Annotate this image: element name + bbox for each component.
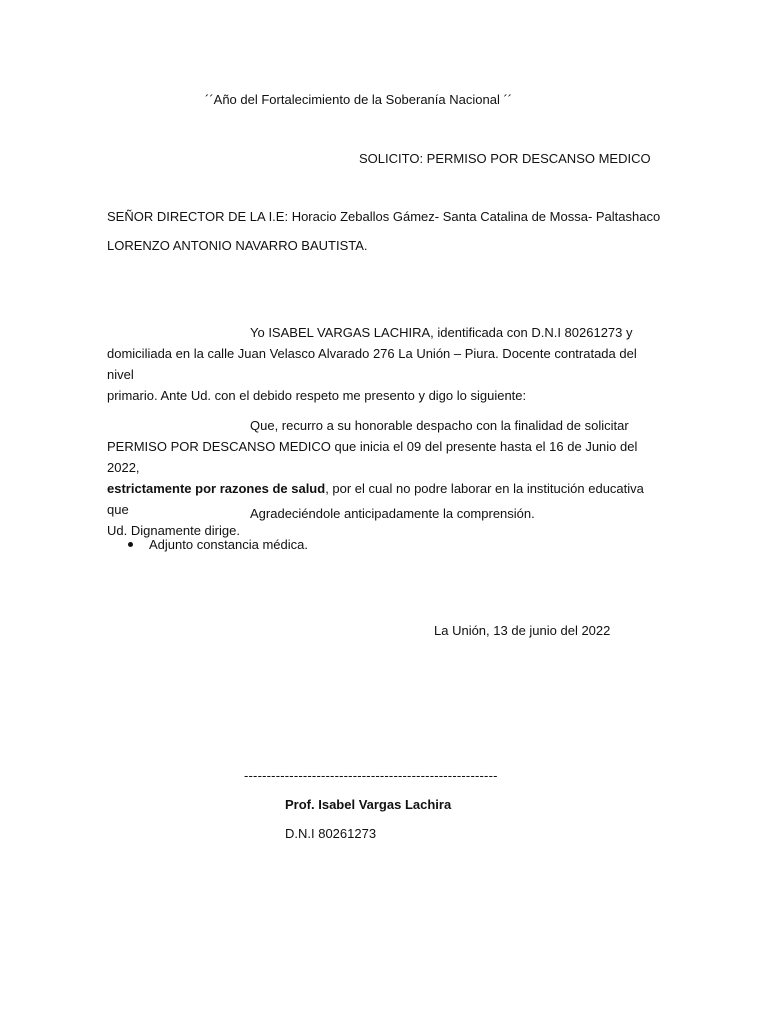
request-paragraph [107, 415, 652, 541]
attachment-text: Adjunto constancia médica. [149, 537, 308, 552]
request-subject: SOLICITO: PERMISO POR DESCANSO MEDICO [359, 151, 651, 166]
year-motto: ´´Año del Fortalecimiento de la Soberanía Nacional ´´ [205, 92, 513, 107]
intro-line-2: domiciliada en la calle Juan Velasco Alvarado 276 La Unión – Piura. Docente contratada del nivel [107, 346, 637, 382]
intro-paragraph [107, 322, 652, 406]
request-line-2: PERMISO POR DESCANSO MEDICO que inicia el 09 del presente hasta el 16 de Junio del 2022, [107, 439, 638, 475]
signer-id: D.N.I 80261273 [285, 826, 377, 841]
thanks-line: Agradeciéndole anticipadamente la comprensión. [250, 506, 535, 521]
bullet-icon [128, 542, 133, 547]
date-line: La Unión, 13 de junio del 2022 [434, 623, 611, 638]
intro-line-1: Yo ISABEL VARGAS LACHIRA, identificada con D.N.I 80261273 y [250, 325, 633, 340]
addressee-name: LORENZO ANTONIO NAVARRO BAUTISTA. [107, 238, 368, 253]
intro-line-3: primario. Ante Ud. con el debido respeto me presento y digo lo siguiente: [107, 388, 527, 403]
attachment-list-item [128, 537, 308, 553]
addressee-line: SEÑOR DIRECTOR DE LA I.E: Horacio Zeballos Gámez- Santa Catalina de Mossa- Paltashaco [107, 209, 661, 224]
signer-name: Prof. Isabel Vargas Lachira [285, 797, 452, 812]
health-reason-emphasis: estrictamente por razones de salud [107, 481, 326, 496]
request-line-4: Ud. Dignamente dirige. [107, 523, 240, 538]
signature-rule: -------------------------------------------------------- [244, 768, 498, 783]
request-line-3-rest: , por el cual no podre laborar en la institución educativa que [107, 481, 644, 517]
request-line-1: Que, recurro a su honorable despacho con la finalidad de solicitar [250, 418, 629, 433]
